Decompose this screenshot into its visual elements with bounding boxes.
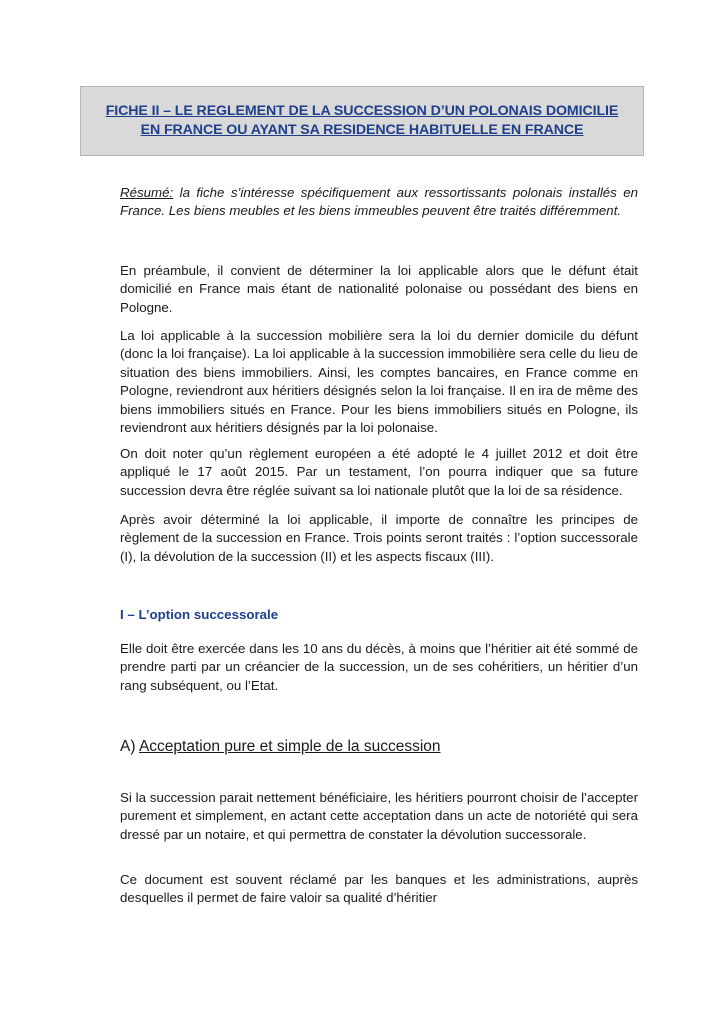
paragraph-european-regulation [120,445,638,500]
paragraph-document [120,871,638,908]
subsection-prefix: A) [120,738,136,755]
body-paragraph: Après avoir déterminé la loi applicable, il importe de connaître les principes de règlement de la succession en France. Trois points seront traités : l’option successorale (I), la dévolution de la succession (II) et les aspects fiscaux (III). [120,512,638,564]
title-line-2: EN FRANCE OU AYANT SA RESIDENCE HABITUELLE EN FRANCE [140,122,584,138]
paragraph-option [120,640,638,695]
body-paragraph: En préambule, il convient de déterminer la loi applicable alors que le défunt était domicilié en France mais étant de nationalité polonaise ou possédant des biens en Pologne. [120,263,638,315]
title-box [80,86,644,156]
body-paragraph: La loi applicable à la succession mobilière sera la loi du dernier domicile du défunt (donc la loi française). La loi applicable à la succession immobilière sera celle du lieu de situation des biens immobiliers. Ainsi, les comptes bancaires, en France comme en Pologne, reviendront aux héritiers désignés selon la loi française. Il en ira de même des biens immobiliers situés en France. Pour les biens immobiliers situés en Pologne, ils reviendront aux héritiers désignés par la loi polonaise. [120,328,638,436]
body-paragraph: Ce document est souvent réclamé par les banques et les administrations, auprès desquelles il permet de faire valoir sa qualité d’héritier [120,872,638,906]
body-paragraph: On doit noter qu’un règlement européen a été adopté le 4 juillet 2012 et doit être appliqué le 17 août 2015. Par un testament, l’on pourra indiquer que sa future succession devra être réglée suivant sa loi nationale plutôt que la loi de sa résidence. [120,446,638,498]
summary-text: la fiche s’intéresse spécifiquement aux ressortissants polonais installés en France. Les biens meubles et les biens immeubles peuvent être traités différemment. [120,185,638,219]
body-paragraph: Elle doit être exercée dans les 10 ans du décès, à moins que l’héritier ait été sommé de prendre parti par un créancier de la succession, un de ses cohéritiers, un héritier d’un rang subséquent, ou l’Etat. [120,641,638,693]
paragraph-acceptance [120,789,638,844]
subsection-heading [120,738,441,756]
summary [120,184,638,221]
paragraph-preamble [120,262,638,317]
body-paragraph: Si la succession parait nettement bénéficiaire, les héritiers pourront choisir de l’accepter purement et simplement, en actant cette acceptation dans un acte de notoriété qui sera dressé par un notaire, et qui permettra de constater la dévolution successorale. [120,790,638,842]
section-heading: I – L’option successorale [120,607,279,622]
summary-paragraph [120,184,638,221]
subsection-title: Acceptation pure et simple de la succession [138,738,441,755]
paragraph-principles [120,511,638,566]
summary-label: Résumé: [120,185,174,200]
title-line-1: FICHE II – LE REGLEMENT DE LA SUCCESSION D’UN POLONAIS DOMICILIE [105,103,619,119]
paragraph-applicable-law [120,327,638,437]
